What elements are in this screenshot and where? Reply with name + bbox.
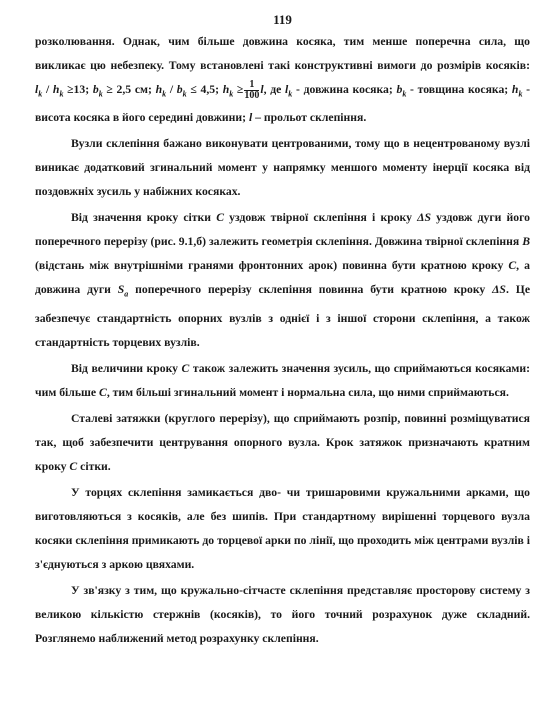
paragraph-7: У зв'язку з тим, що кружально-сітчасте склепіння представляє просторову систему з великою кількістю стержнів (косяків), то його точний розрахунок дуже складний. Розглянемо наближений метод розрахунку склепіння. — [35, 583, 530, 645]
paragraph-5: Сталеві затяжки (круглого перерізу), що сприймають розпір, повинні розміщуватися так, щоб забезпечити центрування опорного вузла. Крок затяжок призначають кратним кроку C сітки. — [35, 411, 530, 473]
fraction: $\frac{1}{100}$ — [244, 78, 260, 101]
page-number: 119 — [273, 12, 292, 27]
page-body — [35, 30, 530, 651]
paragraph-1-text: розколювання. Однак, чим більше довжина косяка, тим менше поперечна сила, що викликає цю небезпеку. Тому встановлені такі конструктивні вимоги до розмірів косяків: — [35, 35, 530, 72]
paragraph-6: У торцях склепіння замикається дво- чи тришаровими кружальними арками, що виготовляються з косяків, але без шипів. При стандартному вирішенні торцевого вузла косяки склепіння примикають до торцевої арки по лінії, що проходить між центрами вузлів і з'єднуються з аркою цвяхами. — [35, 485, 530, 571]
definitions: де $l_k$ - довжина косяка; $b_k$ - товщина косяка; $h_k$ - висота косяка в його середині довжини; l – прольот склепіння. — [35, 83, 531, 125]
constraint-formula: $l_k / h_k \ge 13$; $b_k \ge 2,5$ см; $h_k / b_k \le 4,5$; $h_k$ ≥ $\frac{1}{100}$ l, — [35, 78, 267, 101]
paragraph-4: Від величини кроку C також залежить значення зусиль, що сприймаються косяками: чим більше C, тим більші згинальний момент і нормальна сила, що ними сприймаються. — [35, 361, 531, 399]
paragraph-1 — [35, 30, 530, 130]
paragraph-3: Від значення кроку сітки C уздовж твірної склепіння і кроку ΔS уздовж дуги його поперечного перерізу (рис. 9.1,б) залежить геометрія склепіння. Довжина твірної склепіння B (відстань між внутрішніми гранями фронтонних арок) повинна бути кратною кроку C, а довжина дуги $S_a$ поперечного перерізу склепіння повинна бути кратною кроку ΔS. Це забезпечує стандартність опорних вузлів з однієї і з іншої сторони склепіння, а також стандартність торцевих вузлів. — [35, 211, 531, 349]
paragraph-2: Вузли склепіння бажано виконувати центрованими, тому що в нецентрованому вузлі виникає додатковий згинальний момент у напрямку меншого моменту інерції косяка від поздовжніх зусиль у набіжних косяках. — [35, 137, 530, 199]
